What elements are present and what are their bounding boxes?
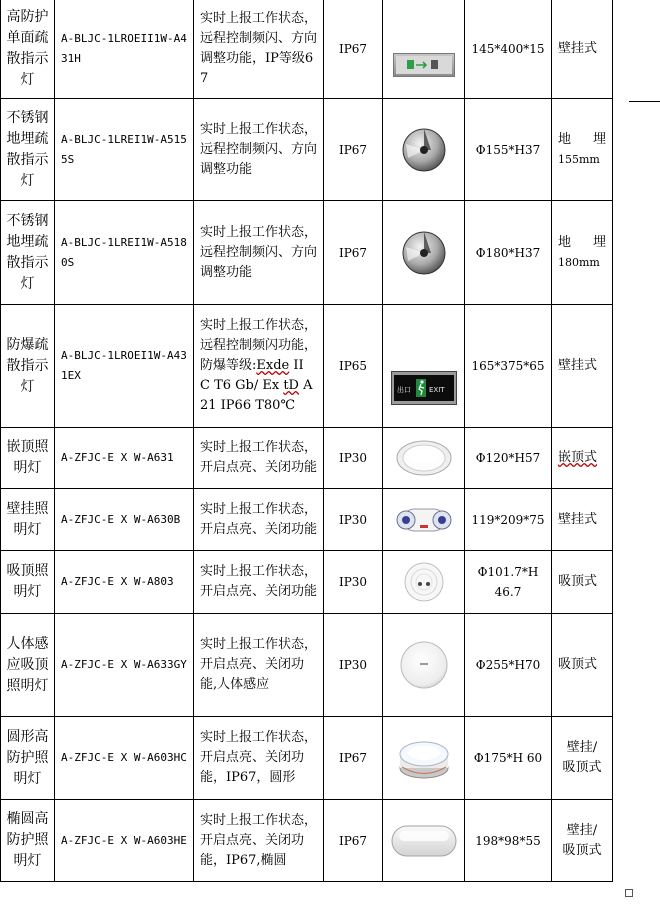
- table-row: [1, 428, 613, 489]
- mount-text: 嵌顶式: [558, 450, 598, 465]
- table-extension-line: [629, 101, 660, 102]
- exit-sign-cn-label: 出口: [396, 386, 411, 394]
- ceiling-spot-light-image: [404, 562, 444, 602]
- mount-size: 180mm: [558, 255, 600, 269]
- product-size: 145*400*15: [465, 0, 552, 99]
- product-name: 不锈钢地埋疏散指示灯: [1, 99, 55, 201]
- product-size: Φ175*H 60: [465, 717, 552, 800]
- ip-rating: IP30: [324, 428, 383, 489]
- ip-rating: IP67: [324, 201, 383, 305]
- product-function: 实时上报工作状态，远程控制频闪、方向调整功能: [194, 99, 324, 201]
- product-function: 实时上报工作状态，远程控制频闪、方向调整功能，IP等级67: [194, 0, 324, 99]
- mount-label: 地 埋: [558, 131, 606, 147]
- mount-type: [552, 428, 613, 489]
- product-image-cell: [383, 551, 465, 614]
- product-model: A-BLJC-1LROEI1W-A431EX: [55, 305, 194, 428]
- exit-sign-panel-image: [393, 53, 455, 77]
- size-line: Φ101.7*H: [477, 565, 539, 579]
- product-model: A-BLJC-1LROEII1W-A431H: [55, 0, 194, 99]
- mount-type: 吸顶式: [552, 614, 613, 717]
- round-steel-floor-light-image: [402, 231, 446, 275]
- product-function: 实时上报工作状态，开启点亮、关闭功能，IP67，圆形: [194, 717, 324, 800]
- product-model: A-ZFJC-E X W-A633GY: [55, 614, 194, 717]
- product-image-cell: [383, 800, 465, 882]
- function-text: A21 IP66 T80℃: [200, 378, 313, 413]
- twin-head-wall-light-image: [395, 503, 453, 537]
- oval-bulkhead-light-image: [391, 824, 457, 858]
- function-text: tD: [283, 378, 299, 393]
- mount-label: 地 埋: [558, 234, 606, 250]
- mount-line: 壁挂/: [566, 822, 598, 838]
- mount-type: [552, 800, 613, 882]
- product-size: Φ120*H57: [465, 428, 552, 489]
- table-row: [1, 99, 613, 201]
- function-text: II C T6 Gb/ Ex: [200, 358, 304, 393]
- recessed-downlight-image: [396, 440, 452, 476]
- product-image-cell: [383, 201, 465, 305]
- product-size: [465, 551, 552, 614]
- product-size: Φ255*H70: [465, 614, 552, 717]
- product-model: A-BLJC-1LREI1W-A5155S: [55, 99, 194, 201]
- product-image-cell: [383, 717, 465, 800]
- product-function: 实时上报工作状态，开启点亮、关闭功能: [194, 489, 324, 551]
- table-resize-handle[interactable]: [625, 889, 633, 897]
- product-image-cell: [383, 428, 465, 489]
- table-row: [1, 0, 613, 99]
- product-image-cell: [383, 489, 465, 551]
- product-name: 高防护单面疏散指示灯: [1, 0, 55, 99]
- product-model: A-ZFJC-E X W-A603HE: [55, 800, 194, 882]
- product-size: 198*98*55: [465, 800, 552, 882]
- product-function: [194, 305, 324, 428]
- ip-rating: IP67: [324, 0, 383, 99]
- mount-line: 吸顶式: [562, 842, 602, 858]
- table-row: [1, 614, 613, 717]
- product-model: A-ZFJC-E X W-A603HC: [55, 717, 194, 800]
- ip-rating: IP65: [324, 305, 383, 428]
- exit-sign-en-label: EXIT: [428, 386, 445, 394]
- product-function: 实时上报工作状态，开启点亮、关闭功能: [194, 428, 324, 489]
- mount-type: 吸顶式: [552, 551, 613, 614]
- product-name: 防爆疏散指示灯: [1, 305, 55, 428]
- size-line: 46.7: [494, 585, 522, 599]
- function-text: 实时上报工作状态，远程控制频闪功能，防爆等级:: [200, 318, 318, 373]
- mount-type: [552, 99, 613, 201]
- product-size: Φ155*H37: [465, 99, 552, 201]
- sensor-ceiling-light-image: [400, 641, 448, 689]
- mount-type: [552, 717, 613, 800]
- table-row: [1, 800, 613, 882]
- product-function: 实时上报工作状态，开启点亮、关闭功能: [194, 551, 324, 614]
- ip-rating: IP30: [324, 551, 383, 614]
- mount-type: 壁挂式: [552, 305, 613, 428]
- table-row: [1, 551, 613, 614]
- mount-line: 壁挂/: [566, 740, 598, 755]
- product-function: 实时上报工作状态，开启点亮、关闭功能，IP67,椭圆: [194, 800, 324, 882]
- product-name: 圆形高防护照明灯: [1, 717, 55, 800]
- ip-rating: IP67: [324, 800, 383, 882]
- mount-line: 吸顶式: [562, 760, 602, 775]
- ip-rating: IP67: [324, 717, 383, 800]
- product-size: 165*375*65: [465, 305, 552, 428]
- function-text: Exde: [256, 358, 290, 373]
- mount-type: [552, 201, 613, 305]
- table-row: [1, 201, 613, 305]
- explosion-proof-exit-sign-image: [391, 371, 457, 405]
- product-size: Φ180*H37: [465, 201, 552, 305]
- mount-size: 155mm: [558, 152, 600, 166]
- product-size: 119*209*75: [465, 489, 552, 551]
- product-model: A-ZFJC-E X W-A631: [55, 428, 194, 489]
- product-image-cell: [383, 614, 465, 717]
- mount-type: 壁挂式: [552, 489, 613, 551]
- product-function: 实时上报工作状态，远程控制频闪、方向调整功能: [194, 201, 324, 305]
- round-bulkhead-light-image: [398, 736, 450, 780]
- ip-rating: IP30: [324, 489, 383, 551]
- product-image-cell: [383, 0, 465, 99]
- product-name: 人体感应吸顶照明灯: [1, 614, 55, 717]
- product-model: A-BLJC-1LREI1W-A5180S: [55, 201, 194, 305]
- product-model: A-ZFJC-E X W-A630B: [55, 489, 194, 551]
- product-image-cell: [383, 99, 465, 201]
- ip-rating: IP30: [324, 614, 383, 717]
- product-name: 椭圆高防护照明灯: [1, 800, 55, 882]
- table-row: [1, 489, 613, 551]
- product-name: 嵌顶照明灯: [1, 428, 55, 489]
- product-name: 壁挂照明灯: [1, 489, 55, 551]
- table-row: [1, 305, 613, 428]
- product-model: A-ZFJC-E X W-A803: [55, 551, 194, 614]
- ip-rating: IP67: [324, 99, 383, 201]
- product-name: 吸顶照明灯: [1, 551, 55, 614]
- product-name: 不锈钢地埋疏散指示灯: [1, 201, 55, 305]
- round-steel-floor-light-image: [402, 128, 446, 172]
- mount-type: 壁挂式: [552, 0, 613, 99]
- table-row: [1, 717, 613, 800]
- product-function: 实时上报工作状态，开启点亮、关闭功能,人体感应: [194, 614, 324, 717]
- product-image-cell: [383, 305, 465, 428]
